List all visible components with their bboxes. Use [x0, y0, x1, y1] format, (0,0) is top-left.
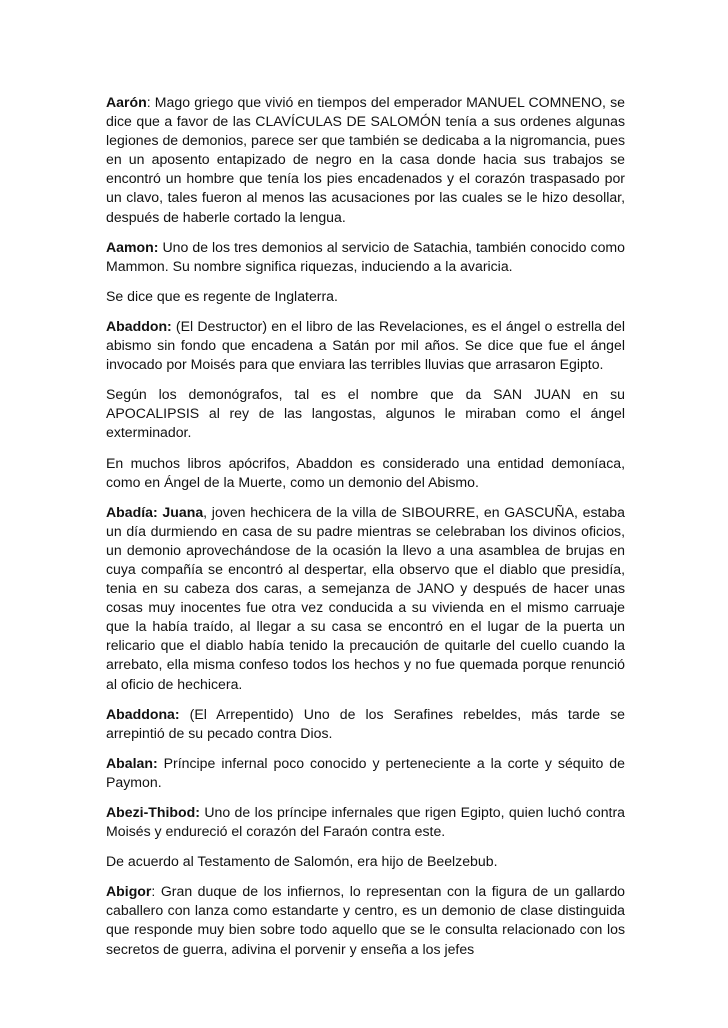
entry-text: De acuerdo al Testamento de Salomón, era hijo de Beelzebub. [106, 853, 498, 870]
entry-abaddon [106, 317, 625, 374]
entry-text: : Mago griego que vivió en tiempos del emperador MANUEL COMNENO, se dice que a favor de las CLAVÍCULAS DE SALOMÓN tenía a sus ordenes algunas legiones de demonios, parece ser que también se dedicaba a la nigromancia, pues en un aposento entapizado de negro en la casa donde hacia sus trabajos se encontró un hombre que tenía los pies encadenados y el corazón traspasado por un clavo, tales fueron al menos las acusaciones por las cuales se le hizo desollar, después de haberle cortado la lengua. [106, 94, 625, 225]
entry-abalan [106, 754, 625, 792]
entry-abaddon-note-1 [106, 385, 625, 442]
entry-term: Abaddon: [106, 317, 172, 334]
entry-abaddona [106, 705, 625, 743]
entry-text: Según los demonógrafos, tal es el nombre que da SAN JUAN en su APOCALIPSIS al rey de las langostas, algunos le miraban como el ángel exterminador. [106, 386, 625, 441]
document-page [106, 93, 625, 970]
entry-term: Aarón [106, 94, 147, 110]
entry-term: Abigor [106, 883, 152, 900]
entry-aamon-note [106, 287, 625, 306]
entry-aaron [106, 93, 625, 227]
entry-term: Abadía: Juana [106, 503, 204, 520]
entry-text: , joven hechicera de la villa de SIBOURRE, en GASCUÑA, estaba un día durmiendo en casa de su padre mientras se celebraban los divinos oficios, un demonio aprovechándose de la ocasión la llevo a una asamblea de brujas en cuya compañía se encontró al despertar, ella observo que el diablo que presidía, tenia en su cabeza dos caras, a semejanza de JANO y después de hacer unas cosas muy inocentes fue otra vez conducida a su vivienda en el mismo carruaje que la había traído, al llegar a su casa se encontró en el lugar de la puerta un relicario que el diablo había tenido la precaución de quitarle del cuello cuando la arrebato, ella misma confeso todos los hechos y no fue quemada porque renunció al oficio de hechicera. [106, 503, 625, 692]
entry-aamon [106, 238, 625, 276]
entry-abadia-juana [106, 503, 625, 694]
entry-text: Uno de los tres demonios al servicio de Satachia, también conocido como Mammon. Su nombre significa riquezas, induciendo a la avaricia. [106, 238, 625, 274]
entry-text: Uno de los príncipe infernales que rigen Egipto, quien luchó contra Moisés y endureció el corazón del Faraón contra este. [106, 804, 625, 840]
entry-text: Se dice que es regente de Inglaterra. [106, 287, 338, 304]
entry-text: (El Destructor) en el libro de las Revelaciones, es el ángel o estrella del abismo sin fondo que encadena a Satán por mil años. Se dice que fue el ángel invocado por Moisés para que enviara las terribles lluvias que arrasaron Egipto. [106, 317, 625, 373]
entry-term: Abalan: [106, 754, 158, 771]
entry-text: : Gran duque de los infiernos, lo representan con la figura de un gallardo caballero con lanza como estandarte y centro, es un demonio de clase distinguida que responde muy bien sobre todo aquello que se le consulta relacionado con los secretos de guerra, adivina el porvenir y enseña a los jefes [106, 883, 625, 957]
entry-text: En muchos libros apócrifos, Abaddon es considerado una entidad demoníaca, como en Ángel de la Muerte, como un demonio del Abismo. [106, 454, 625, 490]
entry-term: Abaddona: [106, 705, 180, 722]
entry-abezi-thibod-note [106, 852, 625, 871]
entry-abigor [106, 882, 625, 958]
entry-term: Aamon: [106, 238, 159, 255]
entry-abezi-thibod [106, 803, 625, 841]
entry-text: (El Arrepentido) Uno de los Serafines rebeldes, más tarde se arrepintió de su pecado contra Dios. [106, 705, 625, 741]
entry-abaddon-note-2 [106, 454, 625, 492]
entry-text: Príncipe infernal poco conocido y perteneciente a la corte y séquito de Paymon. [106, 754, 625, 790]
entry-term: Abezi-Thibod: [106, 804, 200, 820]
